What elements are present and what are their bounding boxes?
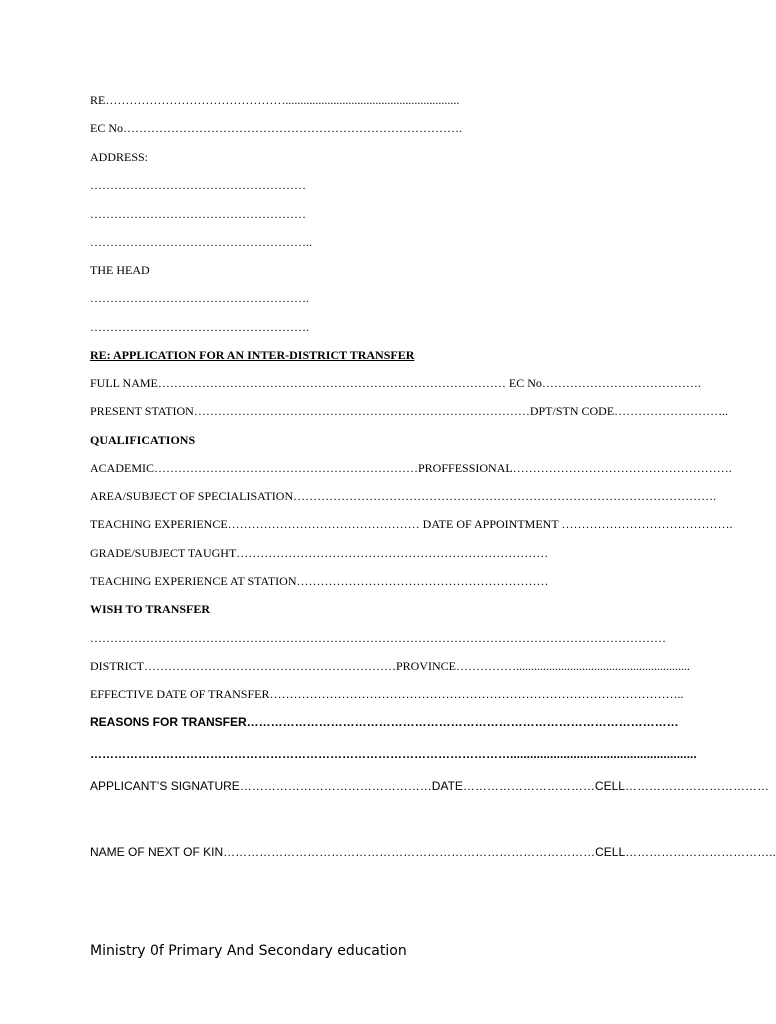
- teaching-exp-station-line: TEACHING EXPERIENCE AT STATION………………………………………………………: [90, 574, 549, 588]
- head-line-2: ……………………………………………….: [90, 320, 309, 334]
- area-subject-line: AREA/SUBJECT OF SPECIALISATION…………………………………………………………………………………………….: [90, 489, 717, 503]
- effective-date-line: EFFECTIVE DATE OF TRANSFER…………………………………………………………………………………………..: [90, 687, 684, 701]
- full-name-line: FULL NAME…………………………………………………………………………… EC No………………………………….: [90, 376, 701, 390]
- the-head-label: THE HEAD: [90, 263, 150, 277]
- address-line-1: ………………………………………………: [90, 178, 306, 192]
- teaching-experience-line: TEACHING EXPERIENCE………………………………………… DATE OF APPOINTMENT …………………………………….: [90, 517, 733, 531]
- address-line-2: ………………………………………………: [90, 207, 306, 221]
- wish-line: ………………………………………………………………………………………………………………………………: [90, 631, 666, 645]
- present-station-line: PRESENT STATION…………………………………………………………………………DPT/STN CODE………………………..: [90, 404, 729, 418]
- applicant-signature-line: APPLICANT’S SIGNATURE…………………………………………DATE……………………………CELL………………………………: [90, 779, 769, 793]
- subject-heading: RE: APPLICATION FOR AN INTER-DISTRICT TRANSFER: [90, 348, 415, 362]
- address-label: ADDRESS:: [90, 150, 149, 164]
- reasons-line: REASONS FOR TRANSFER………………………………………………………………………………………………: [90, 715, 679, 729]
- academic-line: ACADEMIC…………………………………………………………PROFFESSIONAL……………………………………………….: [90, 461, 732, 475]
- grade-subject-line: GRADE/SUBJECT TAUGHT……………………………………………………………………: [90, 546, 549, 560]
- address-line-3: ………………………………………………..: [90, 235, 312, 249]
- district-province-line: DISTRICT………………………………………………………PROVINCE……………..........................................................: [90, 659, 691, 673]
- wish-to-transfer-heading: WISH TO TRANSFER: [90, 602, 211, 616]
- reasons-continuation-line: ……………………………………………………………………………………………........................................................: [90, 747, 697, 761]
- qualifications-heading: QUALIFICATIONS: [90, 433, 196, 447]
- footer-ministry: Ministry 0f Primary And Secondary education: [90, 943, 407, 959]
- re-line: RE………………………………………..........................................................: [90, 93, 460, 107]
- head-line-1: ……………………………………………….: [90, 291, 309, 305]
- next-of-kin-line: NAME OF NEXT OF KIN…………………………………………………………………………………CELL………………………………..: [90, 845, 776, 859]
- ec-no-line: EC No………………………………………………………………………….: [90, 121, 462, 135]
